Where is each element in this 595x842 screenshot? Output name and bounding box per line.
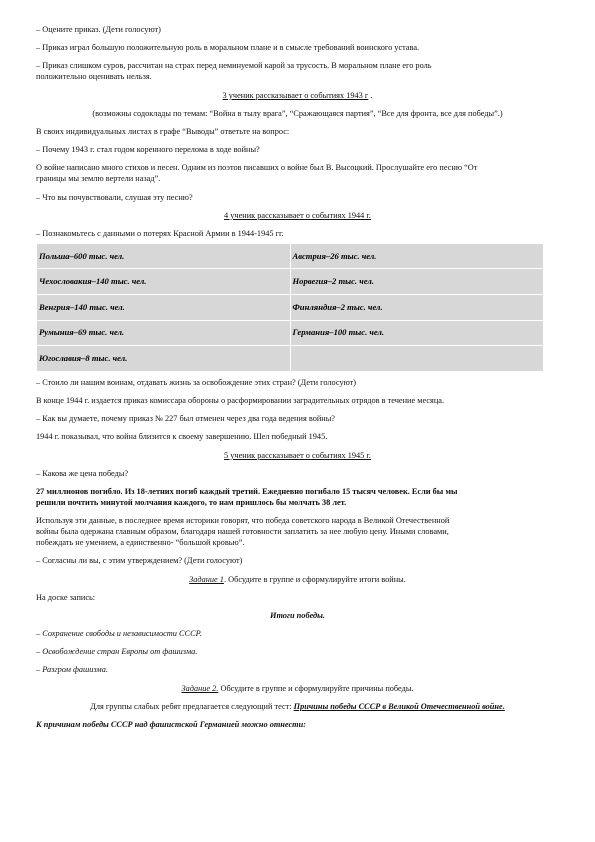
losses-table xyxy=(36,243,544,372)
losses-table-cell: Норвегия–2 тыс. чел. xyxy=(290,269,544,295)
paragraph: Используя эти данные, в последнее время историки говорят, что победа советского народа в Великой Отечественной войны была одержана главным образом, благодаря нашей готовности заплатить за нее любую цену. Иными словами, побеждать не умением, а единственно- “большой кровью”. xyxy=(36,516,450,548)
paragraph: 1944 г. показывал, что война близится к своему завершению. Шел победный 1945. xyxy=(36,432,328,442)
bold-paragraph: 27 миллионов погибло. Из 18-летних погиб каждый третий. Ежедневно погибало 15 тысяч человек. Если бы мы решили почтить минутой молчания каждого, то нам пришлось бы молчать 38 лет. xyxy=(36,486,458,507)
question: – Как вы думаете, почему приказ № 227 был отменен через два года ведения войны? xyxy=(36,414,335,424)
losses-table-cell: Румыния–69 тыс. чел. xyxy=(37,320,291,346)
losses-table-cell: Югославия–8 тыс. чел. xyxy=(37,346,291,372)
result-item: – Освобождение стран Европы от фашизма. xyxy=(36,647,198,657)
question: – Согласны ли вы, с этим утверждением? (Дети голосуют) xyxy=(36,556,243,566)
weak-group-test: Для группы слабых ребят предлагается следующий тест: Причины победы СССР в Великой Отечественной войне. xyxy=(90,701,505,711)
losses-table-body xyxy=(37,243,544,371)
losses-table-cell: Германия–100 тыс. чел. xyxy=(290,320,544,346)
losses-table-row xyxy=(37,269,544,295)
results-title: Итоги победы. xyxy=(269,610,326,620)
paragraph: – Оцените приказ. (Дети голосуют) xyxy=(36,25,161,34)
paragraph: В своих индивидуальных листах в графе “Выводы” ответьте на вопрос: xyxy=(36,126,290,136)
paragraph: В конце 1944 г. издается приказ комиссара обороны о расформировании заградительных отрядов в течение месяца. xyxy=(36,396,445,406)
losses-table-row xyxy=(37,346,544,372)
losses-table-row xyxy=(37,243,544,269)
question: – Что вы почувствовали, слушая эту песню? xyxy=(36,192,193,202)
losses-table-cell: Венгрия–140 тыс. чел. xyxy=(37,295,291,321)
task-2: Задание 2. Обсудите в группе и сформулируйте причины победы. xyxy=(181,683,414,693)
result-item: – Разгром фашизма. xyxy=(36,665,108,675)
section-heading-1945: 5 ученик рассказывает о событиях 1945 г. xyxy=(224,450,371,460)
paragraph: – Познакомьтесь с данными о потерях Красной Армии в 1944-1945 гг. xyxy=(36,228,284,238)
task-1: Задание 1. Обсудите в группе и сформулируйте итоги войны. xyxy=(189,574,406,584)
section-heading-1944: 4 ученик рассказывает о событиях 1944 г. xyxy=(224,210,371,220)
paragraph: – Приказ играл большую положительную роль в моральном плане и в смысле требований воинского устава. xyxy=(36,43,420,53)
paragraph: – Приказ слишком суров, рассчитан на страх перед неминуемой карой за трусость. В моральном плане его роль положительно оценивать нельзя. xyxy=(36,61,432,82)
losses-table-cell xyxy=(290,346,544,372)
losses-table-cell: Финляндия–2 тыс. чел. xyxy=(290,295,544,321)
losses-table-cell: Чехословакия–140 тыс. чел. xyxy=(37,269,291,295)
losses-table-cell: Австрия–26 тыс. чел. xyxy=(290,243,544,269)
question: – Какова же цена победы? xyxy=(36,468,129,478)
paragraph: На доске запись: xyxy=(36,592,96,602)
result-item: – Сохранение свободы и независимости СССР. xyxy=(36,629,202,639)
paragraph: О войне написано много стихов и песен. Одним из поэтов писавших о войне был В. Высоцкий. Прослушайте его песню “От границы мы землю вертели назад”. xyxy=(36,163,478,184)
question: – Почему 1943 г. стал годом коренного перелома в ходе войны? xyxy=(36,145,260,155)
topics-note: (возможны содоклады по темам: “Война в тылу врага”, “Сражающаяся партия”, “Все для фронта, все для победы”.) xyxy=(92,108,503,118)
question: – Стоило ли нашим воинам, отдавать жизнь за освобождение этих стран? (Дети голосуют) xyxy=(36,377,357,387)
final-heading: К причинам победы СССР над фашистской Германией можно отнести: xyxy=(36,720,306,730)
losses-table-row xyxy=(37,295,544,321)
section-heading-1943: 3 ученик рассказывает о событиях 1943 г . xyxy=(222,90,373,100)
losses-table-row xyxy=(37,320,544,346)
document-page xyxy=(36,24,559,737)
losses-table-cell: Польша–600 тыс. чел. xyxy=(37,243,291,269)
